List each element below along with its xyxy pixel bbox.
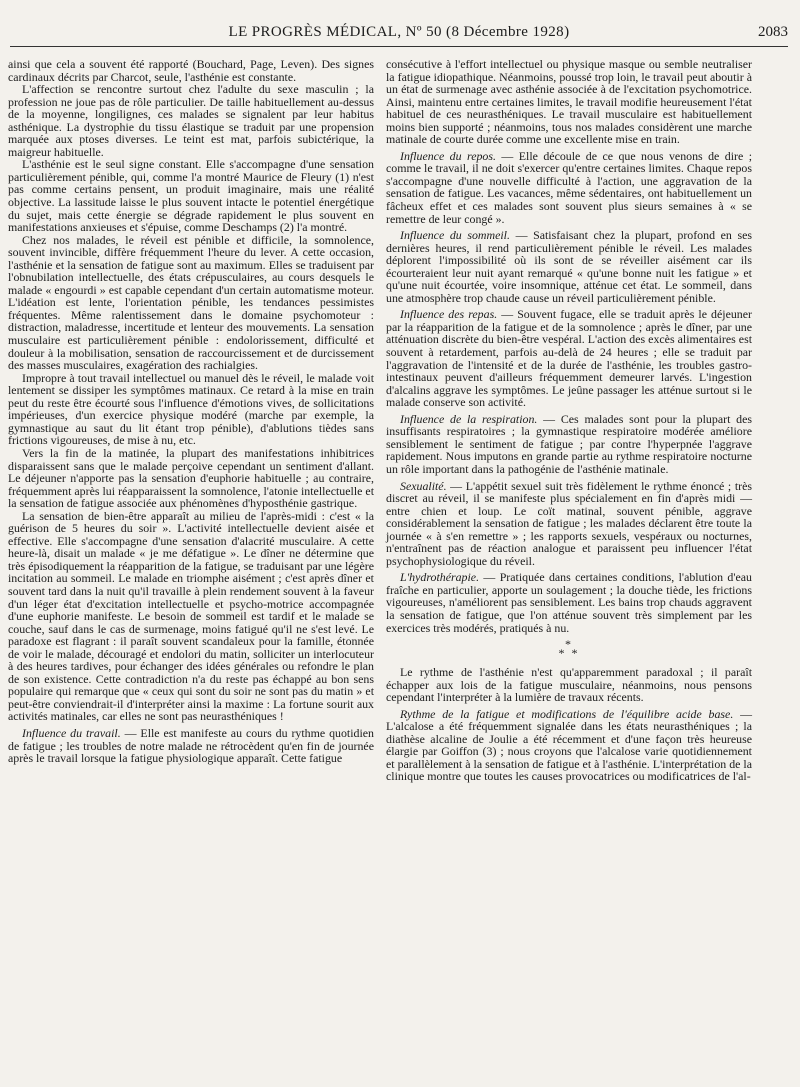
paragraph [8, 727, 374, 765]
paragraph-text: L'asthénie est le seul signe constant. Elle s'accompagne d'une sensation particulièrement pénible, qui, comme l'a montré Maurice de Fleury (1) n'est pas comme certains pensent, un produit imaginaire, mais une réalité objective. La lassitude laisse le plus souvent intacte le potentiel énergétique du sujet, mais cette énergie se dégrade rapidement le plus souvent en manifestations anxieuses et s'épuise, comme Deschamps (2) l'a montré. [8, 157, 374, 235]
paragraph [8, 447, 374, 510]
paragraph-text: ainsi que cela a souvent été rapporté (Bouchard, Page, Leven). Des signes cardinaux décrits par Charcot, seule, l'asthénie est constante. [8, 57, 374, 84]
paragraph [386, 708, 752, 783]
paragraph-text: Impropre à tout travail intellectuel ou manuel dès le réveil, le malade voit lentement se dissiper les symptômes matinaux. Ce retard à la mise en train peut du reste être écourté sous l'influence d'émotions vives, de sollicitations impérieuses, d'un exercice physique modéré (marche par exemple, la gymnastique au saut du lit étant trop pénible), d'ablutions tièdes sans frictions vigoureuses, de mise à nu, etc. [8, 370, 374, 448]
paragraph-text: La sensation de bien-être apparaît au milieu de l'après-midi : c'est « la guérison de 5 heures du soir ». L'activité intellectuelle devient aisée et effective. Elle s'accompagne d'une sensation d'alacrité musculaire. A cette heure-là, disait un malade « je me défatigue ». Le dîner ne détermine que très épisodiquement la réapparition de la fatigue, se traduisant par une légère incitation au sommeil. Le malade en triomphe aisément ; c'est après dîner et souvent tard dans la nuit qu'il travaille à plein rendement souvent à la faveur d'un léger état d'excitation intellectuelle et psycho-motrice accompagnée d'une euphorie manifeste. Le besoin de sommeil est tardif et le malade se couche, sauf dans le cas de surmenage, moins fatigué qu'il ne s'est levé. Le paradoxe est flagrant : il paraît souvent scandaleux pour la famille, étonnée de voir le malade, découragé et endolori du matin, solliciter un interlocuteur à des heures tardives, pour échanger des idées générales ou refondre le plan de son existence. Cette contradiction n'a du reste pas échappé au bon sens populaire qui remarque que « ceux qui sont du soir ne sont pas du matin » et peut-être conviendrait-il d'interpréter ainsi la maxime : La fortune sourit aux activités matinales, car elles ne sont pas neurasthéniques ! [8, 508, 374, 724]
paragraph-text: consécutive à l'effort intellectuel ou physique masque ou semble neutraliser la fatigue idiopathique. Néanmoins, poussé trop loin, le travail peut aboutir à un état de surmenage avec asthénie associée à de l'excitation psychomotrice. Ainsi, maintenu entre certaines limites, le travail modifie heureusement l'état habituel de ces neurasthéniques. Le travail musculaire est habituellement moins bien supporté ; néanmoins, tous nos malades considèrent une marche matinale de courte durée comme une excellente mise en train. [386, 57, 752, 147]
paragraph-text: — Ces malades sont pour la plupart des insuffisants respiratoires ; la gymnastique respiratoire modérée améliore sensiblement le sentiment de fatigue ; par contre l'hyperpnée l'aggrave rapidement. Nous imputons en grande partie au rythme respiratoire nocturne un rôle important dans la pathogénie de l'asthénie matinale. [386, 411, 752, 476]
section-runin-title: Sexualité. [400, 478, 447, 493]
paragraph [8, 372, 374, 447]
paragraph [386, 666, 752, 704]
paragraph [386, 58, 752, 146]
section-runin-title: Influence de la respiration. [400, 411, 538, 426]
paragraph [8, 58, 374, 83]
page-number: 2083 [758, 24, 788, 40]
section-runin-title: Influence du sommeil. [400, 228, 510, 243]
paragraph [8, 158, 374, 233]
section-runin-title: Influence du repos. [400, 148, 496, 163]
section-separator: * * * [558, 637, 580, 661]
section-runin-title: Rythme de la fatigue et modifications de l'équilibre acide base. [400, 706, 734, 721]
paragraph-text: Vers la fin de la matinée, la plupart des manifestations inhibitrices disparaissent sans que le malade perçoive cependant un sentiment d'allant. Le déjeuner n'apporte pas la sensation d'euphorie habituelle ; au contraire, fréquemment après lui réapparaissent la somnolence, l'atonie intellectuelle et la sensation de fatigue associée aux phénomènes d'hyposthénie gastrique. [8, 445, 374, 511]
paragraph [8, 83, 374, 158]
paragraph [8, 510, 374, 723]
paragraph [386, 480, 752, 568]
paragraph-text: — L'alcalose a été fréquemment signalée dans les états neurasthéniques ; la diathèse alcaline de Joulie a été récemment et d'une façon très heureuse élargie par Goiffon (3) ; nous croyons que l'alcalose varie quotidiennement et parallèlement à la sensation de fatigue et à l'asthénie. L'interprétation de la clinique montre que toutes les causes provocatrices ou modificatrices de l'al- [386, 706, 752, 784]
paragraph [386, 308, 752, 408]
paragraph-text: — Elle découle de ce que nous venons de dire ; comme le travail, il ne doit s'exercer qu'entre certaines limites. Chaque repos s'accompagne d'une nouvelle difficulté à l'action, une aggravation de la sensation de fatigue. Les vacances, même sédentaires, ont habituellement un fâcheux effet et ces malades sont souvent plus sieurs semaines à « se remettre de leur congé ». [386, 148, 752, 226]
section-runin-title: Influence du travail. [22, 725, 121, 740]
paragraph-text: — Elle est manifeste au cours du rythme quotidien de fatigue ; les troubles de notre malade ne rétrocèdent qu'en fin de journée après le travail lorsque la fatigue physiologique apparaît. Cette fatigue [8, 725, 374, 766]
paragraph-text: — Satisfaisant chez la plupart, profond en ses dernières heures, il rend particulièrement pénible le réveil. Les malades déplorent l'impossibilité où ils sont de se réveiller aisément car ils écourteraient leur nuit ayant remarqué « qu'une bonne nuit les fatigue » et qu'une nuit écourtée, voire insomnique, atténue cet état. Le sommeil, dans une atmosphère trop chaude cause un réveil particulièrement pénible. [386, 228, 752, 305]
paragraph-text: L'affection se rencontre surtout chez l'adulte du sexe masculin ; la profession ne joue pas de rôle particulier. De taille habituellement au-dessus de la moyenne, longilignes, ces malades se signalent par leur habitus asthénique. La dystrophie du tissu élastique se traduit par une propension marquée aux ptoses diverses. Le teint est mat, parfois subictérique, la maigreur habituelle. [8, 82, 374, 159]
running-header [10, 20, 788, 47]
section-runin-title: L'hydrothérapie. [400, 570, 480, 585]
paragraph-text: Le rythme de l'asthénie n'est qu'apparemment paradoxal ; il paraît échapper aux lois de la fatigue musculaire, néanmoins, nous pensons cependant l'interpréter à la lumière de travaux récents. [386, 665, 752, 705]
section-runin-title: Influence des repas. [400, 307, 498, 322]
paragraph [386, 229, 752, 304]
paragraph [8, 234, 374, 372]
running-title: LE PROGRÈS MÉDICAL, Nº 50 (8 Décembre 1928) [228, 24, 570, 40]
paragraph-text: — L'appétit sexuel suit très fidèlement le rythme énoncé ; très discret au réveil, il se manifeste plus spécialement en fin d'après midi — entre chien et loup. Le coït matinal, souvent pénible, aggrave considérablement la sensation de fatigue ; les malades déclarent être toute la journée « à s'en remettre » ; les rapports sexuels, vespéraux ou nocturnes, n'entraînent pas de réaction analogue et paraissent peu influencer l'état psychophysiologique du réveil. [386, 478, 752, 568]
right-column [386, 58, 752, 783]
paragraph [386, 571, 752, 634]
paragraph [386, 150, 752, 225]
paragraph [386, 413, 752, 476]
left-column [8, 58, 374, 765]
paragraph-text: — Souvent fugace, elle se traduit après le déjeuner par la réapparition de la fatigue et de la somnolence ; après le dîner, par une atténuation discrète du bien-être vespéral. L'action des excès alimentaires est souvent à retardement, parfois au-delà de 24 heures ; elle se traduit par l'aggravation de l'intensité et de la durée de l'asthénie, les troubles gastro-intestinaux peuvent d'ailleurs fréquemment demeurer larvés. L'ingestion d'alcalins aggrave les symptômes. Le jeûne passager les atténue surtout si le malade conserve son activité. [386, 307, 752, 410]
paragraph-text: — Pratiquée dans certaines conditions, l'ablution d'eau fraîche en particulier, apporte un soulagement ; la douche tiède, les frictions vigoureuses, n'améliorent pas sensiblement. Les bains trop chauds aggravent la sensation de fatigue, que l'on atténue souvent très simplement par les exercices très modérés, pratiqués à nu. [386, 570, 752, 635]
paragraph-text: Chez nos malades, le réveil est pénible et difficile, la somnolence, souvent invincible, diffère fréquemment l'heure du lever. A cette occasion, l'asthénie et la sensation de fatigue sont au maximum. Elles se traduisent par l'obnubilation intellectuelle, des états crépusculaires, au cours desquels le malade « engourdi » est capable cependant d'un certain automatisme moteur. L'idéation est lente, l'orientation pénible, les tendances pessimistes fréquentes. Même ralentissement dans le domaine psychomoteur : distraction, maladresse, incertitude et lenteur des mouvements. La sensation musculaire est particulièrement pénible : endolorissement, difficulté et douleur à la mobilisation, sensation de raccourcissement et de durcissement des masses musculaires, exagération des rachialgies. [8, 232, 374, 373]
